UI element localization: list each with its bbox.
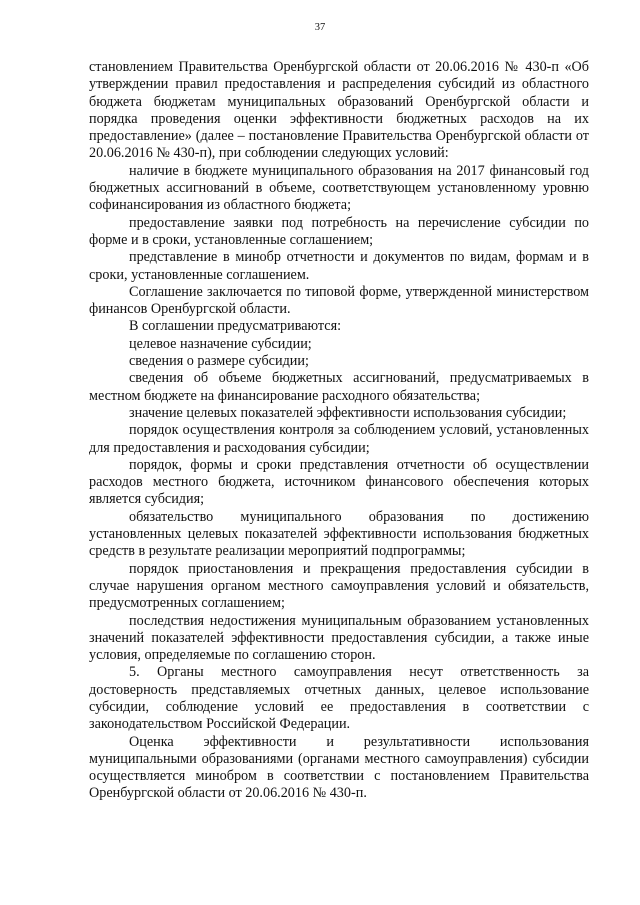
- paragraph-provision-obligation: обязательство муниципального образования по достижению установленных целевых показателей эффективности использования бюджетных средств в результате реализации мероприятий подпрограммы;: [89, 508, 589, 560]
- paragraph-condition-application: предоставление заявки под потребность на перечисление субсидии по форме и в сроки, установленные соглашением;: [89, 214, 589, 248]
- paragraph-continuation: становлением Правительства Оренбургской области от 20.06.2016 № 430-п «Об утверждении правил предоставления и распределения субсидий из областного бюджета бюджетам муниципальных образований Оренбургской области и порядка проведения оценки эффективности бюджетных расходов на их предоставление» (далее – постановление Правительства Оренбургской области от 20.06.2016 № 430-п), при соблюдении следующих условий:: [89, 59, 589, 162]
- paragraph-condition-budget: наличие в бюджете муниципального образования на 2017 финансовый год бюджетных ассигнований в объеме, соответствующем установленному уровню софинансирования из областного бюджета;: [89, 162, 589, 214]
- paragraph-provision-amount: сведения о размере субсидии;: [129, 353, 309, 370]
- document-body: [89, 59, 589, 803]
- paragraph-agreement: Соглашение заключается по типовой форме, утвержденной министерством финансов Оренбургской области.: [89, 283, 589, 318]
- paragraph-provision-targets: значение целевых показателей эффективности использования субсидии;: [129, 404, 567, 421]
- paragraph-provision-consequences: последствия недостижения муниципальным образованием установленных значений показателей эффективности предоставления субсидии, а также иные условия, определяемые по соглашению сторон.: [89, 612, 589, 664]
- paragraph-condition-reporting: представление в минобр отчетности и документов по видам, формам и в сроки, установленные соглашением.: [89, 249, 589, 283]
- paragraph-evaluation: Оценка эффективности и результативности использования муниципальными образованиями (органами местного самоуправления) субсидии осуществляется минобром в соответствии с постановлением Правительства Оренбургской области от 20.06.2016 № 430-п.: [89, 733, 589, 802]
- page-number: 37: [314, 22, 326, 33]
- paragraph-provision-reporting: порядок, формы и сроки представления отчетности об осуществлении расходов местного бюджета, источником финансового обеспечения которых является субсидия;: [89, 456, 589, 508]
- paragraph-item-5: 5. Органы местного самоуправления несут ответственность за достоверность представляемых отчетных данных, целевое использование субсидии, соблюдение условий ее предоставления в соответствии с законодательством Российской Федерации.: [89, 664, 589, 733]
- paragraph-agreement-provisions: В соглашении предусматриваются:: [129, 318, 342, 335]
- paragraph-provision-control: порядок осуществления контроля за соблюдением условий, установленных для предоставления и расходования субсидии;: [89, 422, 589, 456]
- paragraph-provision-allocations: сведения об объеме бюджетных ассигнований, предусматриваемых в местном бюджете на финансирование расходного обязательства;: [89, 370, 589, 404]
- paragraph-provision-suspension: порядок приостановления и прекращения предоставления субсидии в случае нарушения органом местного самоуправления условий и обязательств, предусмотренных соглашением;: [89, 560, 589, 612]
- paragraph-provision-purpose: целевое назначение субсидии;: [129, 335, 312, 352]
